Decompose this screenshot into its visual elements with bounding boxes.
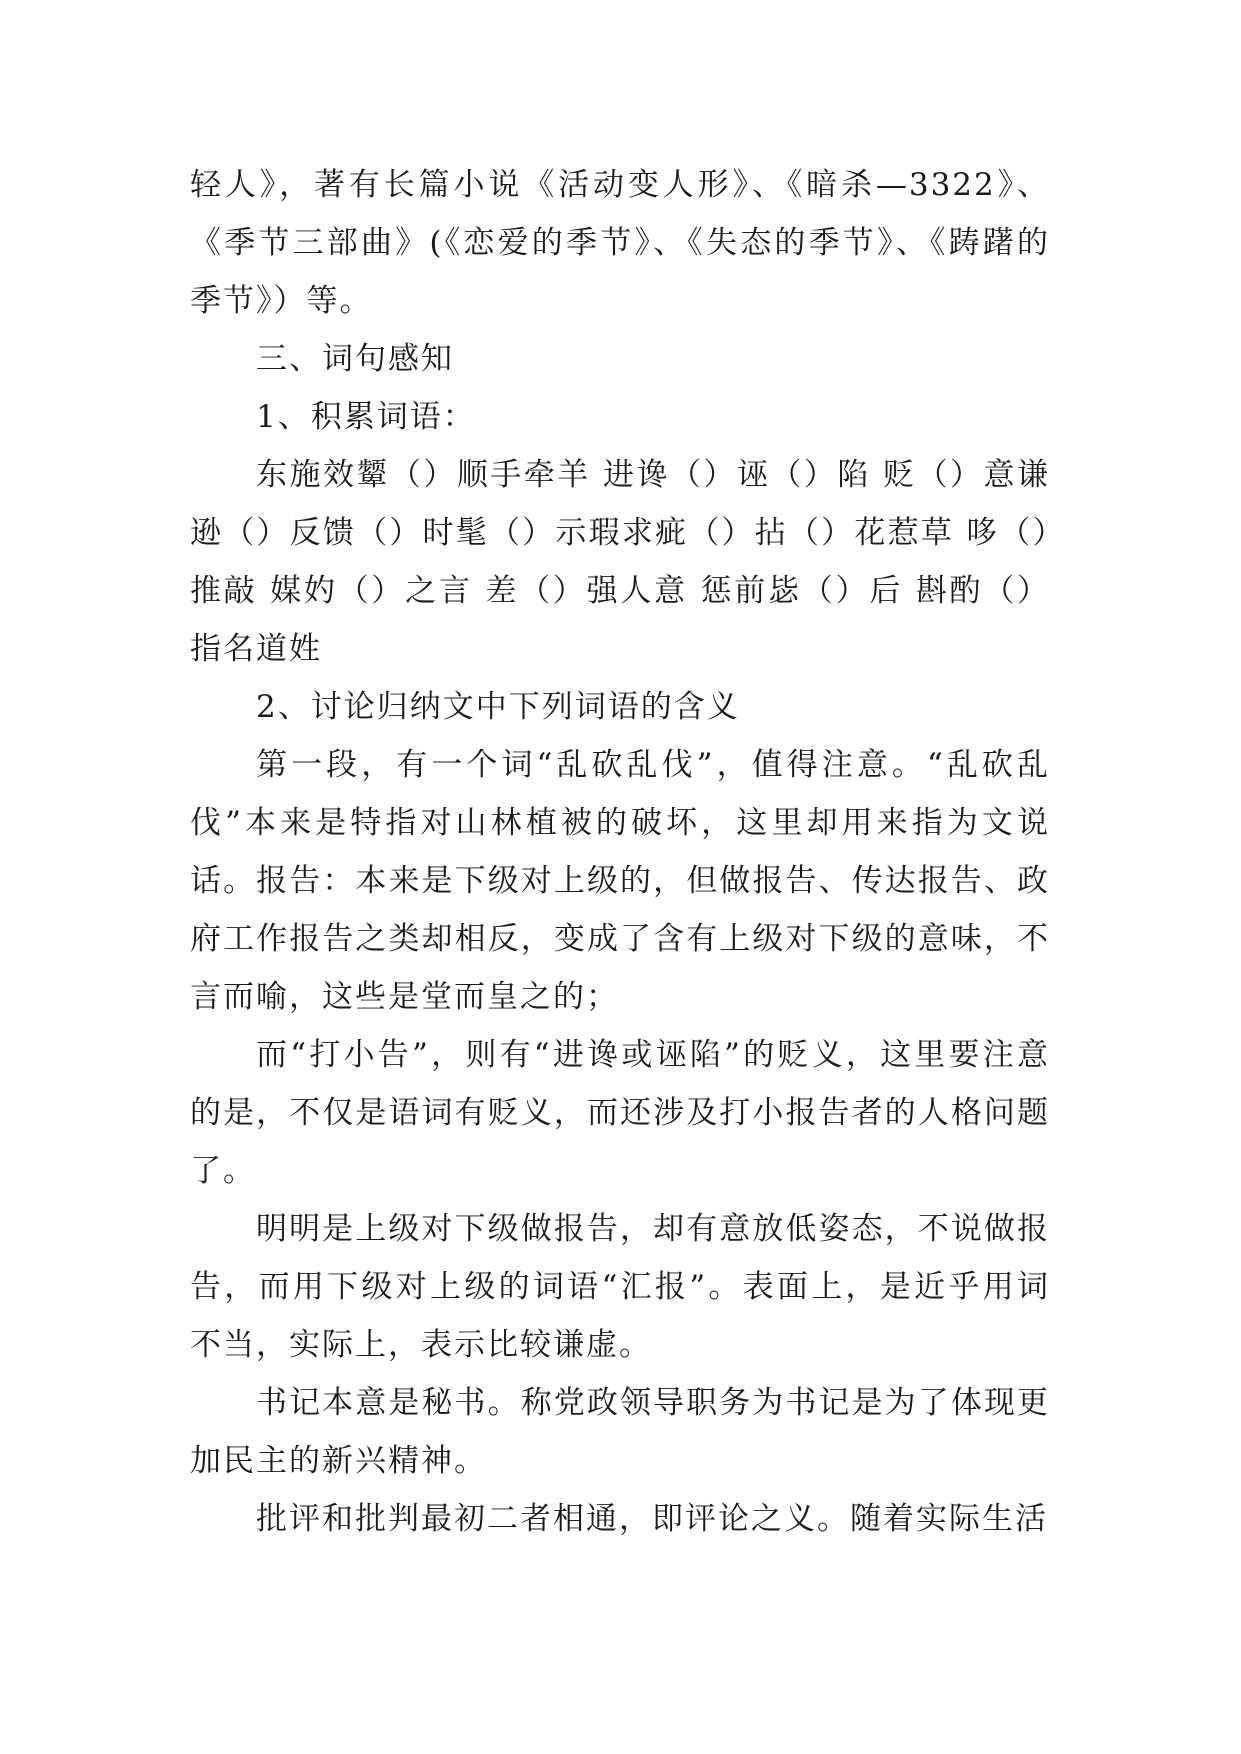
paragraph-criticism: 批评和批判最初二者相通，即评论之义。随着实际生活: [256, 1501, 1048, 1537]
paragraph-first-section: 第一段，有一个词“乱砍乱伐”，值得注意。“乱砍乱伐”本来是特指对山林植被的破坏，这里却用来指为文说话。报告：本来是下级对上级的，但做报告、传达报告、政府工作报告之类却相反，变成了含有上级对下级的意味，不言而喻，这些是堂而皇之的；: [190, 747, 1050, 1015]
paragraph-shuji: 书记本意是秘书。称党政领导职务为书记是为了体现更加民主的新兴精神。: [190, 1385, 1050, 1479]
paragraph-small-report: 而“打小告”，则有“进谗或诬陷”的贬义，这里要注意的是，不仅是语词有贬义，而还涉及打小报告者的人格问题了。: [190, 1037, 1050, 1189]
paragraph-word-list: 东施效颦（）顺手牵羊 进谗（）诬（）陷 贬（）意谦逊（）反馈（）时髦（）示瑕求疵（）拈（）花惹草 哆（）推敲 媒妁（）之言 差（）强人意 惩前毖（）后 斟酌（）指名道姓: [190, 457, 1050, 667]
section-heading-word-perception: 三、词句感知: [256, 341, 454, 377]
subheading-accumulate-words: 1、积累词语：: [256, 399, 476, 435]
document-page: [190, 156, 1050, 1548]
subheading-discuss-meanings: 2、讨论归纳文中下列词语的含义: [256, 689, 740, 725]
paragraph-huibao: 明明是上级对下级做报告，却有意放低姿态，不说做报告，而用下级对上级的词语“汇报”。表面上，是近乎用词不当，实际上，表示比较谦虚。: [190, 1211, 1050, 1363]
paragraph-author-works: 轻人》，著有长篇小说《活动变人形》、《暗杀—3322》、《季节三部曲》(《恋爱的季节》、《失态的季节》、《踌躇的季节》）等。: [190, 167, 1050, 319]
